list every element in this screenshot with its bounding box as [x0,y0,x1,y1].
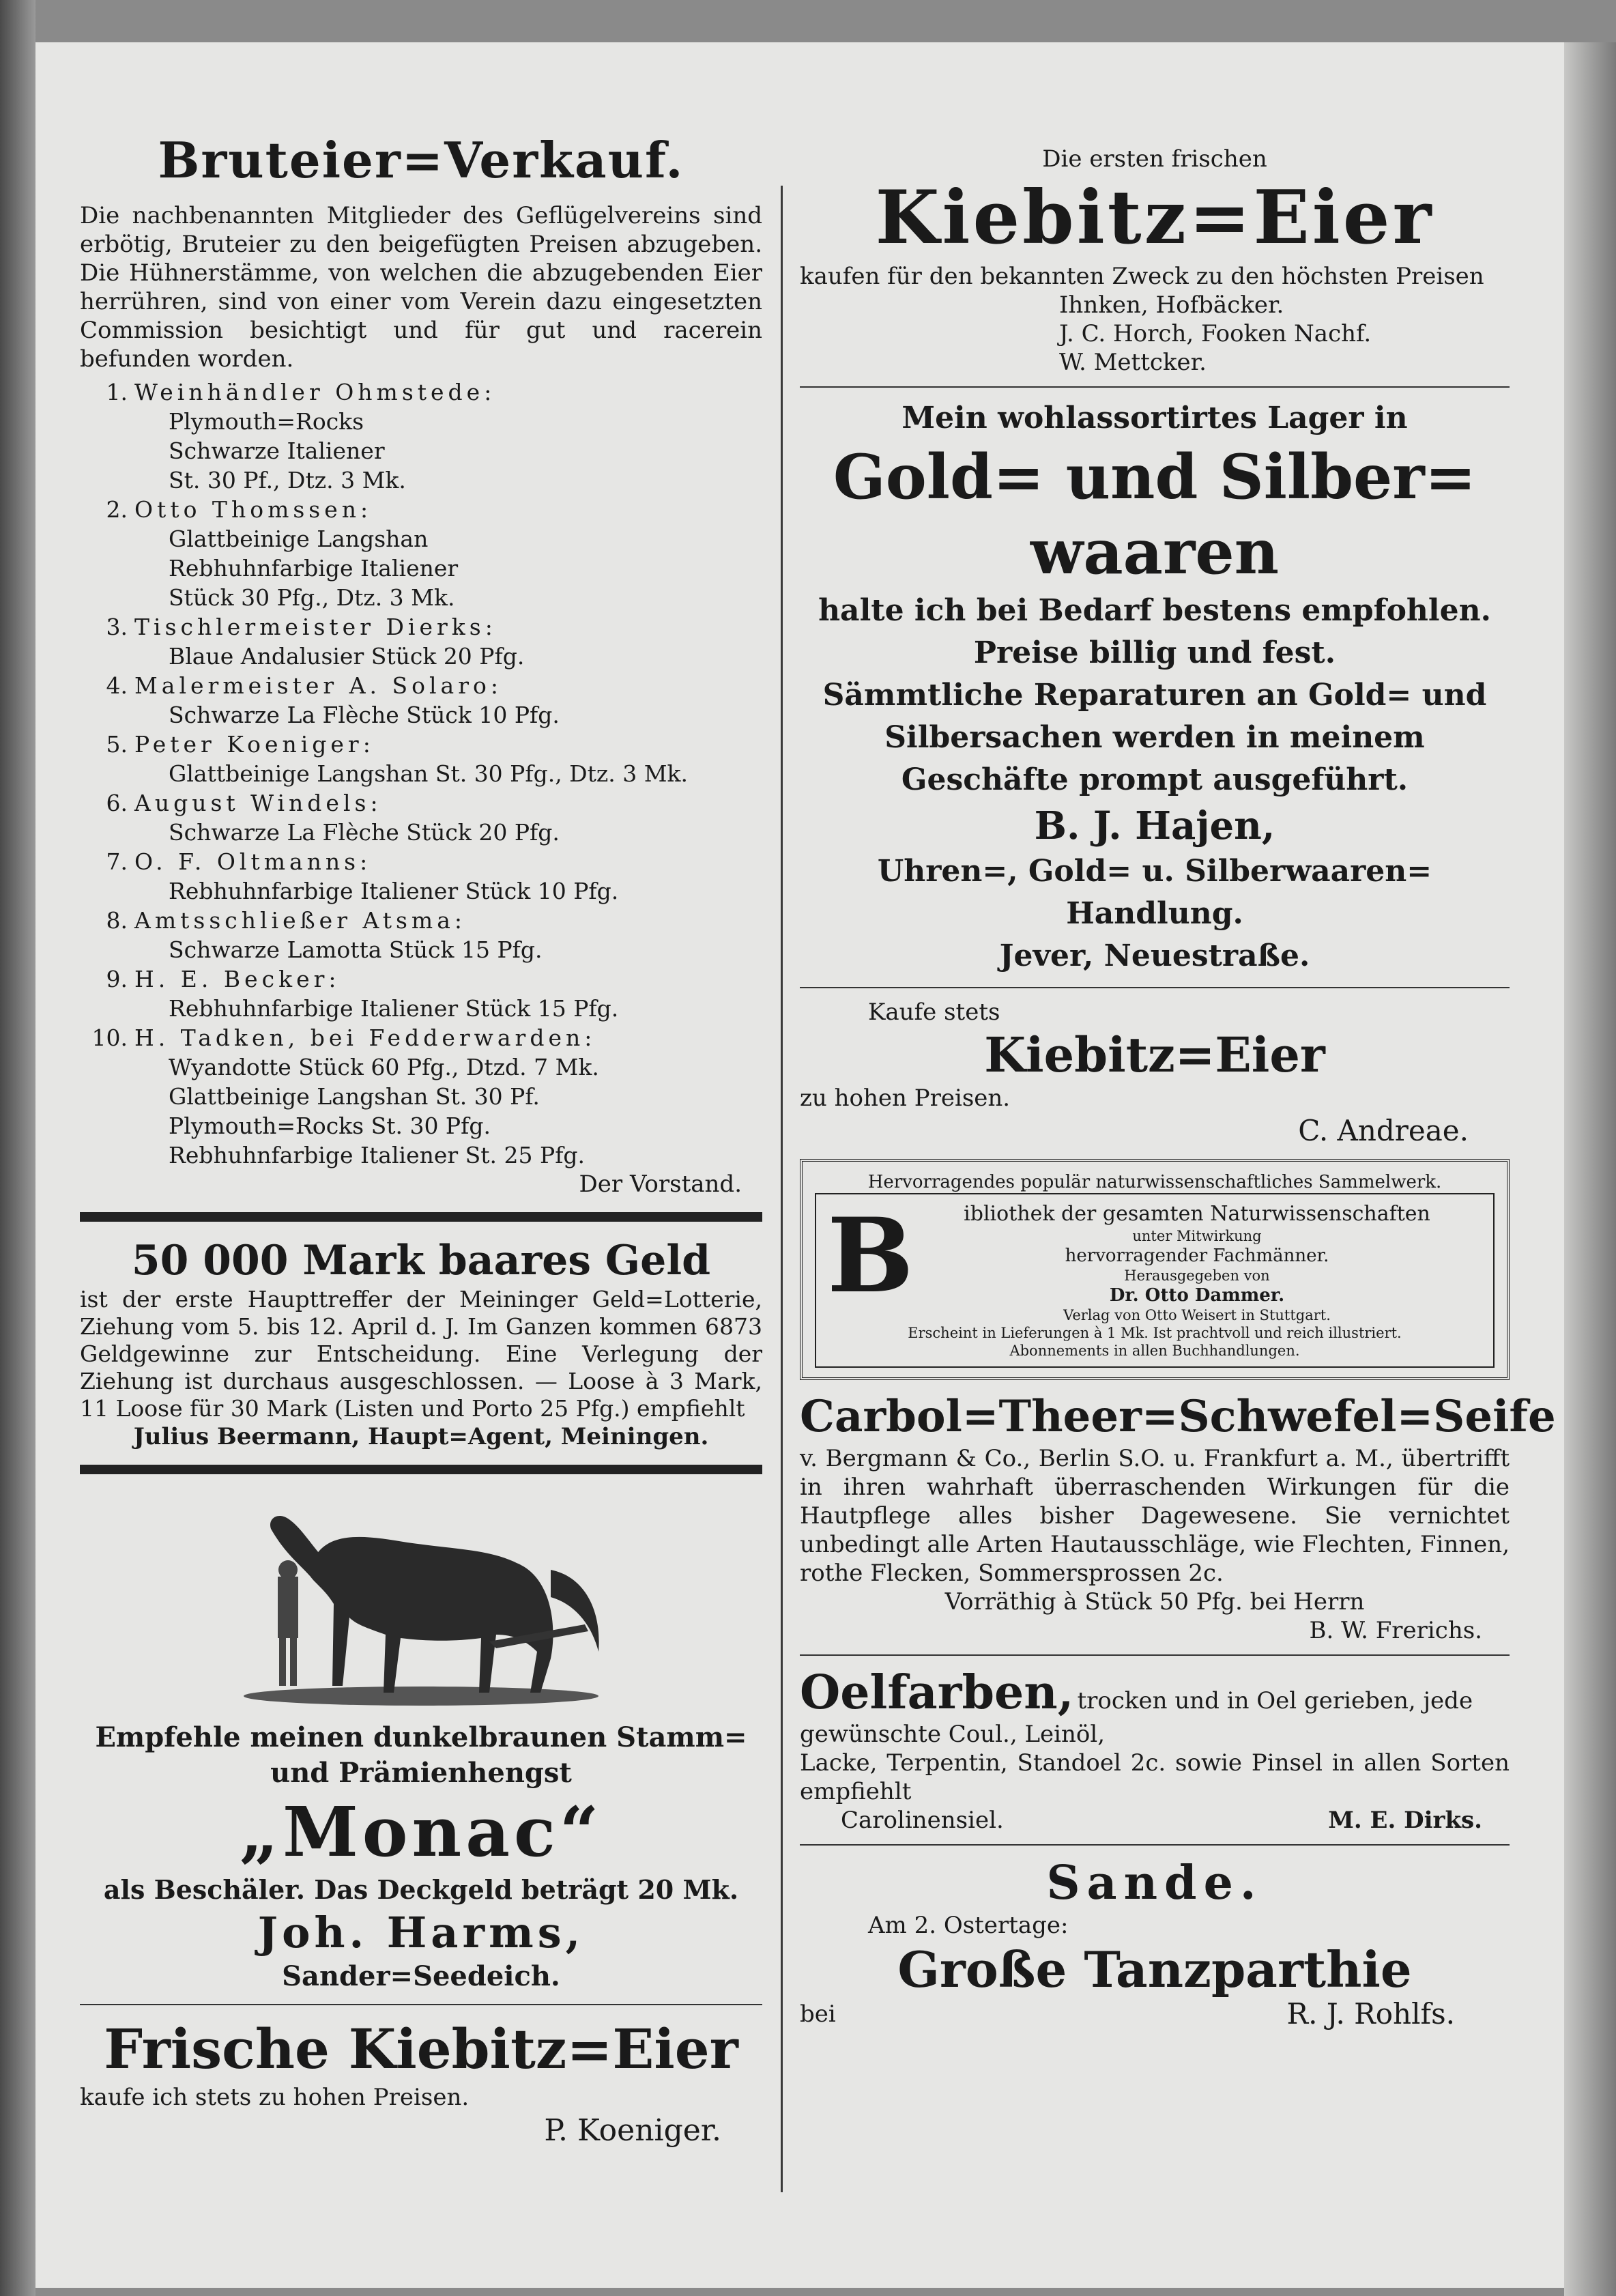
horse-owner: Joh. Harms, [257,1908,585,1957]
soap-stock: Vorräthig à Stück 50 Pfg. bei Herrn [944,1588,1365,1616]
biblio-experts: hervorragender Fachmänner. [1065,1246,1329,1266]
biblio-inner [815,1193,1495,1368]
member-offer: Wyandotte Stück 60 Pfg., Dtzd. 7 Mk. [169,1054,599,1080]
member-offer: Blaue Andalusier Stück 20 Pfg. [169,643,525,670]
member-offer: Rebhuhnfarbige Italiener St. 25 Pfg. [169,1142,586,1168]
biblio-editor: Dr. Otto Dammer. [1109,1285,1285,1306]
paint-text1: trocken und in Oel gerieben, jede gewünschte Coul., Leinöl, [800,1687,1473,1748]
rule [800,386,1510,388]
member-offer: Stück 30 Pfg., Dtz. 3 Mk. [169,584,455,611]
member-number: 8. [106,907,128,934]
member-offer: Rebhuhnfarbige Italiener Stück 10 Pfg. [169,878,619,904]
kiebitz1-title: Kiebitz=Eier [875,175,1434,261]
kiebitz2-title: Kiebitz=Eier [984,1027,1325,1083]
member-entry [80,847,762,876]
member-entry [80,964,762,994]
lottery-headline: 50 000 Mark baares Geld [131,1237,711,1285]
biblio-subs: Abonnements in allen Buchhandlungen. [1009,1343,1300,1359]
member-number: 3. [106,614,128,640]
horse-name: „Monac“ [239,1792,603,1872]
dance-footer [800,1997,1510,2030]
member-name: Malermeister A. Solaro: [134,672,502,699]
biblio-initial: B [827,1196,914,1316]
dance-place: Sande. [1046,1856,1263,1910]
bruteier-intro: Die nachbenannten Mitglieder des Geflügelvereins sind erbötig, Bruteier zu den beigefügten Preisen abzugeben. Die Hühnerstämme, von welchen die abzugebenden Eier herrühren, sind von einer vom Verein dazu eingesetzten Commission besichtigt und für gut und racerein befunden worden. [80,202,762,373]
horse-place: Sander=Seedeich. [282,1960,560,1992]
member-name: H. E. Becker: [134,966,341,992]
member-name: H. Tadken, bei Fedderwarden: [134,1024,596,1051]
member-offer: Schwarze Italiener [169,437,385,464]
kiebitz1-names [800,291,1510,377]
biblio-terms: Erscheint in Lieferungen à 1 Mk. Ist prachtvoll und reich illustriert. [908,1325,1402,1341]
member-number: 4. [106,672,128,699]
member-name: Peter Koeniger: [134,731,375,758]
member-offer: Rebhuhnfarbige Italiener Stück 15 Pfg. [169,995,619,1022]
rule [80,1465,762,1474]
left-column [80,131,762,2150]
member-list [80,377,762,1170]
rule [80,1212,762,1222]
gold-line1: Mein wohlassortirtes Lager in [901,401,1408,435]
gold-name: B. J. Hajen, [1034,803,1275,848]
paint-title: Oelfarben, [800,1665,1074,1720]
kiebitz1-name: W. Mettcker. [1059,349,1207,376]
member-number: 7. [106,848,128,875]
dance-name: R. J. Rohlfs. [1286,1997,1455,2030]
soap-title: Carbol=Theer=Schwefel=Seife [800,1391,1556,1442]
gold-line3: waaren [1030,516,1280,588]
soap-name: B. W. Frerichs. [1309,1617,1482,1644]
member-entry [80,377,762,407]
frische-kiebitz-title: Frische Kiebitz=Eier [104,2017,738,2081]
dance-title: Große Tanzparthie [897,1940,1412,1998]
member-offer: Rebhuhnfarbige Italiener [169,555,459,582]
member-name: Tischlermeister Dierks: [134,614,497,640]
member-entry [80,1023,762,1052]
member-entry [80,671,762,700]
horse-text: Empfehle meinen dunkelbraunen Stamm= und Prämienhengst [95,1721,747,1789]
member-offer: Plymouth=Rocks St. 30 Pfg. [169,1113,491,1139]
gold-place: Jever, Neuestraße. [999,938,1310,973]
kiebitz1-name: Ihnken, Hofbäcker. [1059,291,1284,319]
member-offer: Plymouth=Rocks [169,408,364,435]
biblio-with: unter Mitwirkung [1132,1228,1262,1244]
biblio-top: Hervorragendes populär naturwissenschaftliches Sammelwerk. [867,1172,1442,1192]
bruteier-title: Bruteier=Verkauf. [158,131,684,189]
soap-text: v. Bergmann & Co., Berlin S.O. u. Frankfurt a. M., übertrifft in ihren wahrhaft überraschenden Wirkungen für die Hautpflege alles bisher Dagewesene. Sie vernichtet unbedingt alle Arten Hautausschläge, wie Flechten, Finnen, rothe Flecken, Sommersprossen 2c. [800,1445,1510,1587]
member-name: Otto Thomssen: [134,496,373,523]
member-entry [80,612,762,642]
gold-line6: Sämmtliche Reparaturen an Gold= und Silbersachen werden in meinem Geschäfte prompt ausgeführt. [822,678,1487,797]
vorstand-signature: Der Vorstand. [579,1171,742,1198]
biblio-publisher: Verlag von Otto Weisert in Stuttgart. [1063,1307,1331,1323]
member-number: 5. [106,731,128,758]
member-entry [80,495,762,524]
member-offer: St. 30 Pf., Dtz. 3 Mk. [169,467,406,493]
paint-text2: Lacke, Terpentin, Standoel 2c. sowie Pinsel in allen Sorten empfiehlt [800,1749,1510,1805]
book-spine [0,0,35,2296]
kiebitz2-pre: Kaufe stets [868,999,1000,1026]
gold-line5: Preise billig und fest. [973,635,1336,670]
member-name: Amtsschließer Atsma: [134,907,466,934]
kiebitz2-text: zu hohen Preisen. [800,1085,1011,1112]
horse-fee: als Beschäler. Das Deckgeld beträgt 20 Mk. [103,1874,739,1905]
member-number: 1. [106,379,128,405]
frische-kiebitz-name: P. Koeniger. [544,2113,721,2148]
member-name: August Windels: [134,790,382,816]
biblio-editor-pre: Herausgegeben von [1124,1267,1270,1284]
column-divider [781,186,783,2192]
member-offer: Schwarze La Flèche Stück 20 Pfg. [169,819,560,846]
horse-icon [230,1488,612,1713]
rule [800,1844,1510,1846]
member-offer: Schwarze La Flèche Stück 10 Pfg. [169,702,560,728]
member-offer: Glattbeinige Langshan St. 30 Pf. [169,1083,540,1110]
member-offer: Glattbeinige Langshan St. 30 Pfg., Dtz. 3 Mk. [169,760,689,787]
right-column [800,145,1556,2030]
lottery-agent: Julius Beermann, Haupt=Agent, Meiningen. [133,1423,709,1450]
newspaper-page [35,42,1564,2288]
paint-footer [800,1806,1510,1835]
paint-ad [800,1665,1510,1835]
paint-place: Carolinensiel. [841,1807,1004,1834]
bibliothek-ad [800,1159,1510,1380]
frische-kiebitz-text: kaufe ich stets zu hohen Preisen. [80,2084,470,2111]
rule [800,1654,1510,1656]
biblio-title: ibliothek der gesamten Naturwissenschaften [964,1202,1430,1226]
gold-line2: Gold= und Silber= [833,441,1477,513]
member-entry [80,788,762,818]
rule [80,2004,762,2005]
horse-illustration [80,1488,762,1713]
gold-trade2: Handlung. [1066,896,1243,931]
dance-date: Am 2. Ostertage: [868,1912,1069,1939]
member-name: O. F. Oltmanns: [134,848,372,875]
member-entry [80,906,762,935]
gold-line4: halte ich bei Bedarf bestens empfohlen. [818,593,1491,628]
member-number: 9. [106,966,128,992]
member-offer: Glattbeinige Langshan [169,526,429,552]
paint-name: M. E. Dirks. [1328,1807,1482,1834]
member-number: 2. [106,496,128,523]
member-name: Weinhändler Ohmstede: [134,379,496,405]
member-number: 10. [91,1024,128,1051]
kiebitz1-name: J. C. Horch, Fooken Nachf. [1059,320,1372,347]
page-edge [1564,42,1616,2296]
gold-trade: Uhren=, Gold= u. Silberwaaren= [877,854,1432,889]
rule [800,987,1510,988]
kiebitz1-text: kaufen für den bekannten Zweck zu den höchsten Preisen [800,263,1484,290]
member-number: 6. [106,790,128,816]
kiebitz2-name: C. Andreae. [1298,1114,1469,1147]
kiebitz1-pre: Die ersten frischen [1042,145,1267,173]
dance-bei: bei [800,2000,836,2028]
member-offer: Schwarze Lamotta Stück 15 Pfg. [169,936,543,963]
member-entry [80,730,762,759]
lottery-text: ist der erste Haupttreffer der Meininger Geld=Lotterie, Ziehung vom 5. bis 12. April d. J. Im Ganzen kommen 6873 Geldgewinne zur Entscheidung. Eine Verlegung der Ziehung ist durchaus ausgeschlossen. — Loose à 3 Mark, 11 Loose für 30 Mark (Listen und Porto 25 Pfg.) empfiehlt [80,1286,762,1422]
